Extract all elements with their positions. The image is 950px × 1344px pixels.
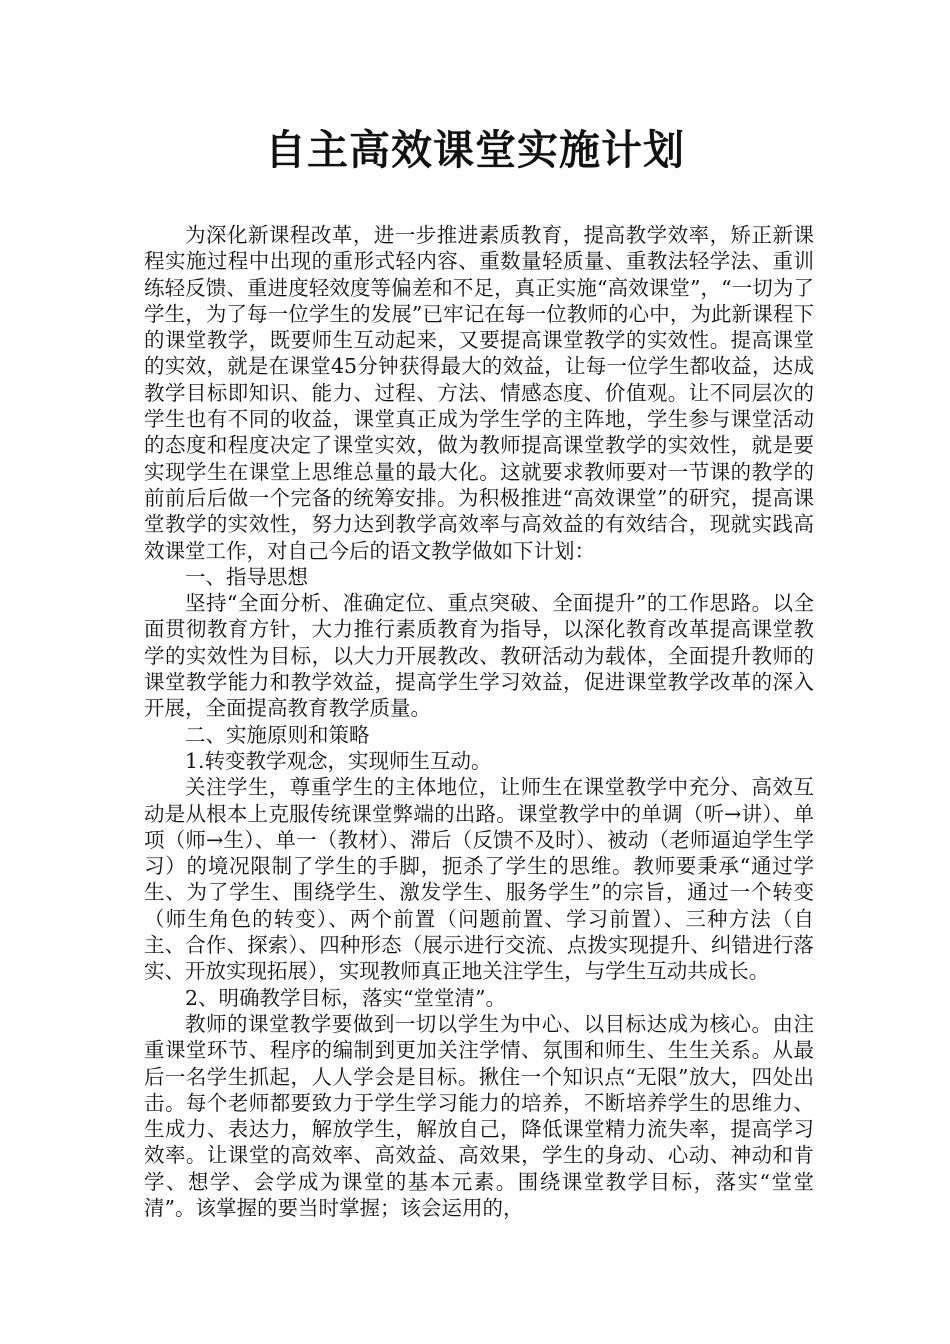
intro-paragraph: 为深化新课程改革，进一步推进素质教育，提高教学效率，矫正新课程实施过程中出现的重形式轻内容、重数量轻质量、重教法轻学法、重训练轻反馈、重进度轻效度等偏差和不足，真正实施“高效课堂”，“一切为了学生，为了每一位学生的发展”已牢记在每一位教师的心中，为此新课程下的课堂教学，既要师生互动起来，又要提高课堂教学的实效性。提高课堂的实效，就是在课堂45分钟获得最大的效益，让每一位学生都收益，达成教学目标即知识、能力、过程、方法、情感态度、价值观。让不同层次的学生也有不同的收益，课堂真正成为学生学的主阵地，学生参与课堂活动的态度和程度决定了课堂实效，做为教师提高课堂教学的实效性，就是要实现学生在课堂上思维总量的最大化。这就要求教师要对一节课的教学的前前后后做一个完备的统筹安排。为积极推进“高效课堂”的研究，提高课堂教学的实效性，努力达到教学高效率与高效益的有效结合，现就实践高效课堂工作，对自己今后的语文教学做如下计划： bbox=[144, 223, 814, 563]
teaching-goals-paragraph: 教师的课堂教学要做到一切以学生为中心、以目标达成为核心。由注重课堂环节、程序的编制到更加关注学情、氛围和师生、生生关系。从最后一名学生抓起，人人学会是目标。揪住一个知识点“无限”放大，四处出击。每个老师都要致力于学生学习能力的培养，不断培养学生的思维力、生成力、表达力，解放学生，解放自己，降低课堂精力流失率，提高学习效率。让课堂的高效率、高效益、高效果，学生的身动、心动、神动和肯学、想学、会学成为课堂的基本元素。围绕课堂教学目标，落实“堂堂清”。该掌握的要当时掌握；该会运用的， bbox=[144, 1011, 814, 1220]
subheading-clear-teaching-goals: 2、明确教学目标，落实“堂堂清”。 bbox=[185, 985, 507, 1010]
guiding-ideology-paragraph: 坚持“全面分析、准确定位、重点突破、全面提升”的工作思路。以全面贯彻教育方针，大力推行素质教育为指导，以深化教育改革提高课堂教学的实效性为目标，以大力开展教改、教研活动为载体，全面提升教师的课堂教学能力和教学效益，提高学生学习效益，促进课堂教学改革的深入开展，全面提高教育教学质量。 bbox=[144, 591, 814, 721]
subheading-change-teaching-concept: 1.转变教学观念，实现师生互动。 bbox=[185, 748, 492, 773]
document-title: 自主高效课堂实施计划 bbox=[265, 126, 685, 174]
section-heading-principles-strategies: 二、实施原则和策略 bbox=[185, 722, 370, 747]
teacher-student-interaction-paragraph: 关注学生，尊重学生的主体地位，让师生在课堂教学中充分、高效互动是从根本上克服传统课堂弊端的出路。课堂教学中的单调（听→讲）、单项（师→生）、单一（教材）、滞后（反馈不及时）、被动（老师逼迫学生学习）的境况限制了学生的手脚，扼杀了学生的思维。教师要秉承“通过学生、为了学生、围绕学生、激发学生、服务学生”的宗旨，通过一个转变（师生角色的转变）、两个前置（问题前置、学习前置）、三种方法（自主、合作、探索）、四种形态（展示进行交流、点拨实现提升、纠错进行落实、开放实现拓展），实现教师真正地关注学生，与学生互动共成长。 bbox=[144, 775, 814, 984]
document-body bbox=[144, 222, 814, 1221]
section-heading-guiding-ideology: 一、指导思想 bbox=[185, 564, 308, 589]
